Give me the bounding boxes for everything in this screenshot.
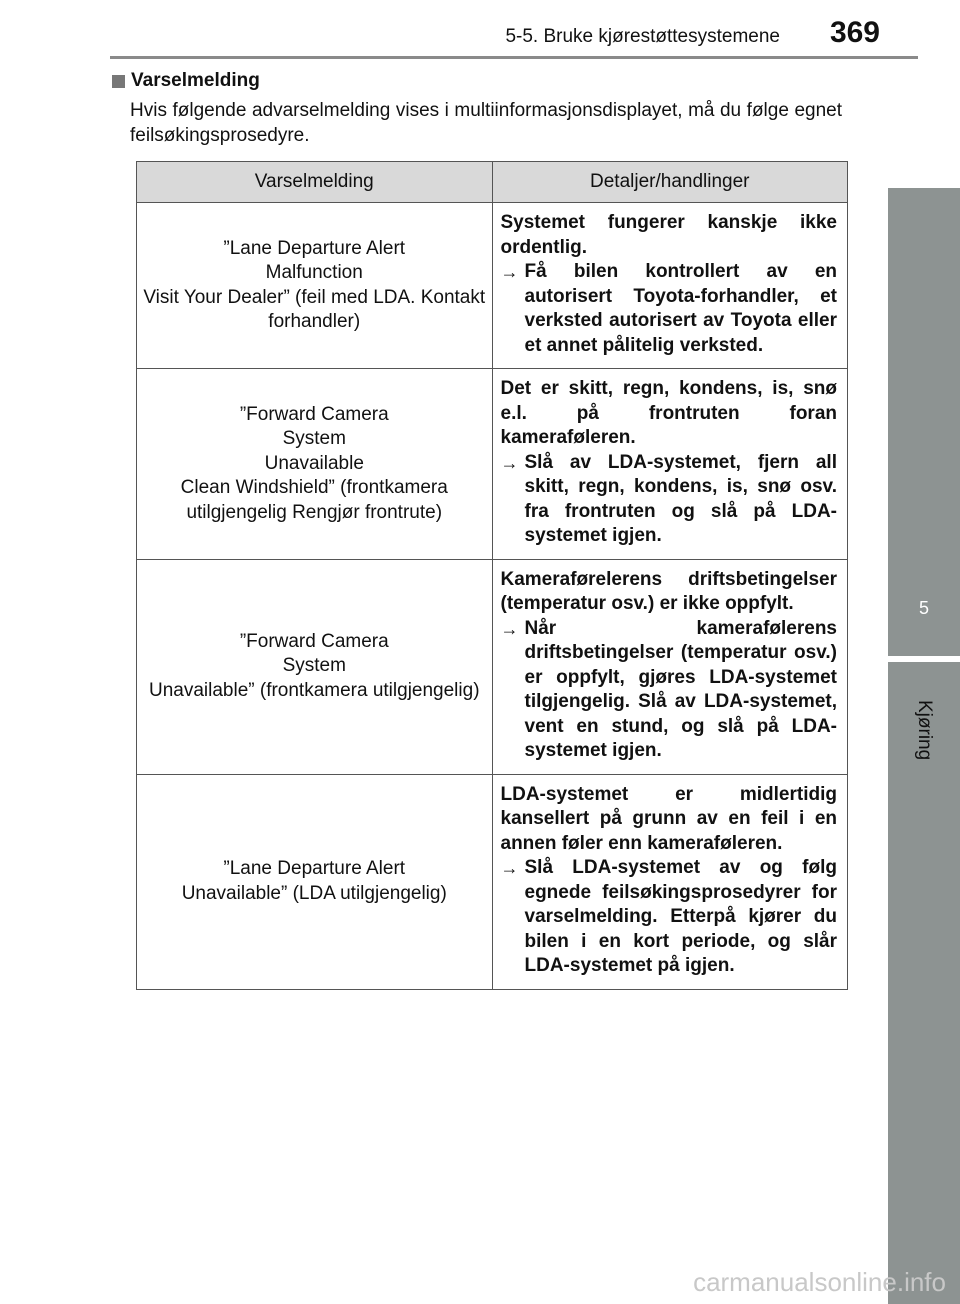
chapter-label-tab [888, 662, 960, 1304]
warning-message-text: ”Forward Camera System Unavailable” (frontkamera utilgjengelig) [148, 630, 480, 701]
table-row [137, 369, 848, 560]
header-section-title: 5-5. Bruke kjørestøttesystemene [505, 26, 780, 47]
column-header-detail: Detaljer/handlinger [492, 162, 848, 203]
table-row [137, 559, 848, 774]
detail-text: Kameraførelerens driftsbetingelser (temperatur osv.) er ikke oppfylt. [500, 568, 837, 614]
action-text: Slå av LDA-systemet, fjern all skitt, regn, kondens, is, snø osv. fra frontruten og slå på LDA-systemet igjen. [524, 451, 837, 546]
warning-message [137, 203, 493, 369]
chapter-tab [888, 188, 960, 656]
warning-detail [492, 203, 848, 369]
warning-message-text: ”Lane Departure Alert Malfunction Visit Your Dealer” (feil med LDA. Kontakt forhandler) [143, 237, 486, 332]
page-number: 369 [829, 16, 880, 49]
table-row [137, 774, 848, 989]
action-item [501, 451, 838, 549]
action-text: Når kamerafølerens driftsbetingelser (temperatur osv.) er oppfylt, gjøres LDA-systemet tilgjengelig. Slå av LDA-systemet, vent en stund, og slå på LDA-systemet igjen. [524, 617, 837, 761]
action-text: Få bilen kontrollert av en autorisert Toyota-forhandler, et verksted autorisert av Toyota eller et annet pålitelig verksted. [524, 261, 837, 356]
intro-paragraph: Hvis følgende advarselmelding vises i multiinformasjonsdisplayet, må du følge egnet feilsøkingsprosedyre. [130, 100, 842, 146]
table-header-row [137, 162, 848, 203]
warning-table [136, 161, 848, 990]
warning-detail [492, 559, 848, 774]
action-item [501, 260, 838, 358]
detail-text: Systemet fungerer kanskje ikke ordentlig. [500, 212, 837, 258]
table-row [137, 203, 848, 369]
section-heading [112, 70, 260, 92]
section-heading-text: Varselmelding [131, 70, 260, 91]
warning-detail [492, 369, 848, 560]
warning-message [137, 369, 493, 560]
warning-message-text: ”Forward Camera System Unavailable Clean Windshield” (frontkamera utilgjengelig Rengjør frontrute) [180, 403, 448, 523]
action-text: Slå LDA-systemet av og følg egnede feilsøkingsprosedyrer for varselmelding. Etterpå kjører du bilen i en kort periode, og slår LDA-systemet på igjen. [524, 857, 837, 976]
detail-text: LDA-systemet er midlertidig kansellert på grunn av en feil i en annen føler enn kameraføleren. [500, 783, 837, 854]
page-header [0, 0, 960, 56]
action-item [501, 856, 838, 979]
warning-detail [492, 774, 848, 989]
watermark: carmanualsonline.info [693, 1267, 946, 1297]
square-icon [112, 75, 125, 88]
arrow-icon: → [500, 262, 519, 282]
arrow-icon: → [500, 618, 519, 639]
header-rule [110, 56, 918, 59]
warning-message-text: ”Lane Departure Alert Unavailable” (LDA utilgjengelig) [181, 858, 447, 904]
detail-text: Det er skitt, regn, kondens, is, snø e.l. på frontruten foran kameraføleren. [500, 378, 837, 448]
arrow-icon: → [500, 858, 519, 878]
column-header-message: Varselmelding [137, 162, 493, 203]
warning-message [137, 559, 493, 774]
chapter-number: 5 [918, 598, 929, 618]
warning-message [137, 774, 493, 989]
action-item [501, 617, 838, 764]
chapter-label: Kjøring [914, 700, 935, 761]
arrow-icon: → [500, 452, 519, 473]
